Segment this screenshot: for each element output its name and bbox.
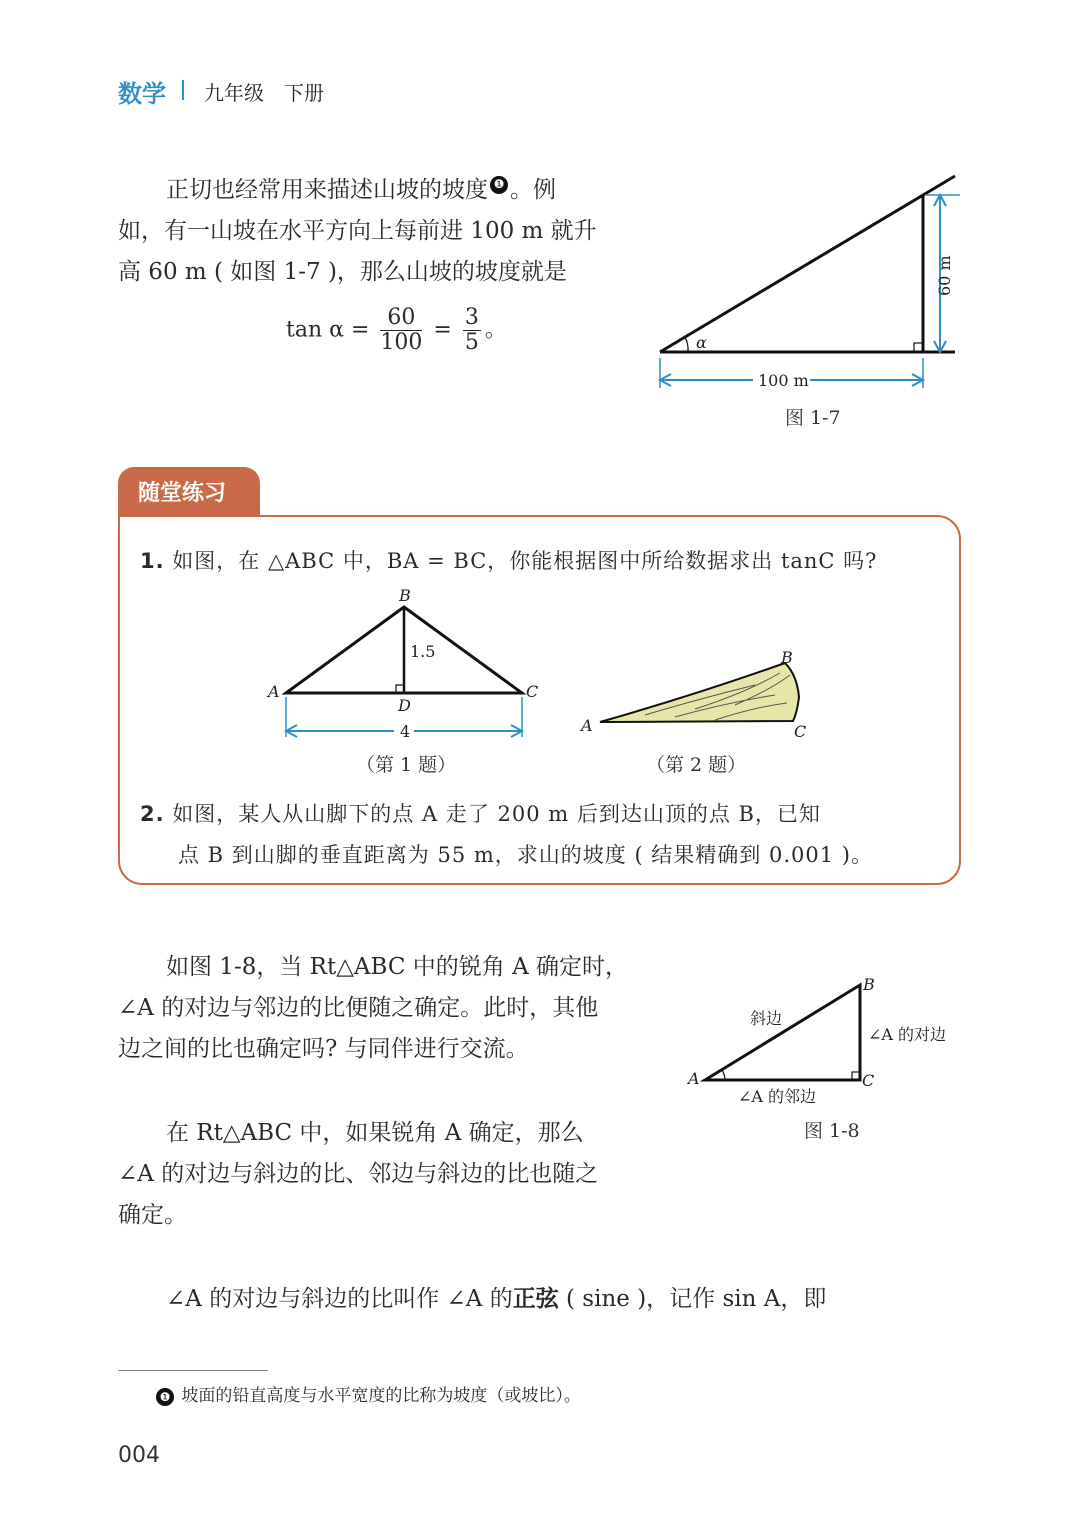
figure-1-7 [640,170,970,395]
fig18-opposite-label: ∠A 的对边 [868,1025,947,1044]
formula-equals: = [433,317,452,343]
p2-line1: 在 Rt△ABC 中，如果锐角 A 确定，那么 [166,1120,584,1146]
q2-figure-caption: （第 2 题） [646,754,747,776]
intro-line1a: 正切也经常用来描述山坡的坡度 [166,177,488,203]
footnote-marker: ❶ [490,176,508,194]
footnote [154,1381,581,1406]
fig18-label-b: B [863,975,875,994]
section2-paragraph1 [118,947,663,1070]
q2-label-c: C [794,722,807,741]
hill-shape [600,663,799,722]
header-volume: 下册 [284,81,324,105]
figure-1-8 [680,970,980,1115]
question-2 [140,798,821,828]
slope-formula [286,306,507,355]
p3-text-a: ∠A 的对边与斜边的比叫作 ∠A 的 [166,1286,513,1312]
section2-paragraph2 [118,1113,663,1236]
q2-line1: 如图，某人从山脚下的点 A 走了 200 m 后到达山顶的点 B，已知 [172,802,821,826]
footnote-rule [118,1370,268,1371]
q1-label-a: A [268,682,280,701]
fig18-label-a: A [688,1069,700,1088]
p1-line1: 如图 1-8，当 Rt△ABC 中的锐角 A 确定时， [166,954,628,980]
q2-line2: 点 B 到山脚的垂直距离为 55 m，求山的坡度 ( 结果精确到 0.001 )。 [178,843,873,867]
formula-end: 。 [484,317,507,343]
figure-1-8-caption: 图 1-8 [804,1120,860,1142]
section2-paragraph3 [166,1279,826,1320]
intro-line1b: 。例 [510,177,556,203]
q1-text: 如图，在 △ABC 中，BA = BC，你能根据图中所给数据求出 tanC 吗? [172,549,878,573]
header-divider [182,80,184,100]
p3-term-sine: 正弦 [512,1286,559,1312]
practice-title: 随堂练习 [138,481,227,506]
q1-number: 1. [140,549,165,573]
p2-line2: ∠A 的对边与斜边的比、邻边与斜边的比也随之 [118,1161,599,1187]
vertical-dim-label: 60 m [935,255,954,296]
fig18-label-c: C [862,1071,875,1090]
q2-figure [575,645,815,745]
fraction-60-100: $\frac{60}{100}$ [380,305,423,355]
q2-label-a: A [581,716,593,735]
footnote-marker-bottom: ❶ [156,1388,174,1406]
q1-height-label: 1.5 [410,642,436,661]
intro-paragraph [118,170,638,293]
header-subject: 数学 [118,80,166,108]
angle-arc [685,337,688,352]
page-number: 004 [118,1443,160,1468]
q1-figure [262,585,552,745]
header-grade: 九年级 [204,81,264,105]
formula-lhs: tan α = [286,317,370,343]
figure-1-7-caption: 图 1-7 [785,407,841,429]
q2-number: 2. [140,802,165,826]
fig18-hypotenuse-label: 斜边 [750,1009,783,1028]
intro-line3: 高 60 m ( 如图 1-7 )，那么山坡的坡度就是 [118,259,567,285]
fraction-3-5: $\frac{3}{5}$ [464,305,479,355]
q2-label-b: B [781,648,793,667]
question-1 [140,545,877,575]
p2-line3: 确定。 [118,1202,187,1228]
p1-line2: ∠A 的对边与邻边的比便随之确定。此时，其他 [118,995,599,1021]
slope-line [660,176,955,352]
p3-text-b: ( sine )，记作 sin A，即 [558,1286,827,1312]
footnote-text: 坡面的铅直高度与水平宽度的比称为坡度（或坡比）。 [181,1386,581,1406]
q1-figure-caption: （第 1 题） [356,754,457,776]
q1-label-c: C [526,682,539,701]
horizontal-dim-label: 100 m [758,371,809,390]
fig18-adjacent-label: ∠A 的邻边 [738,1087,817,1106]
angle-alpha-label: α [696,333,707,352]
q1-base-label: 4 [400,722,411,741]
intro-line2: 如，有一山坡在水平方向上每前进 100 m 就升 [118,218,597,244]
q1-label-b: B [399,586,411,605]
triangle-rt-abc [705,985,860,1080]
p1-line3: 边之间的比也确定吗? 与同伴进行交流。 [118,1036,529,1062]
q1-label-d: D [398,696,411,715]
